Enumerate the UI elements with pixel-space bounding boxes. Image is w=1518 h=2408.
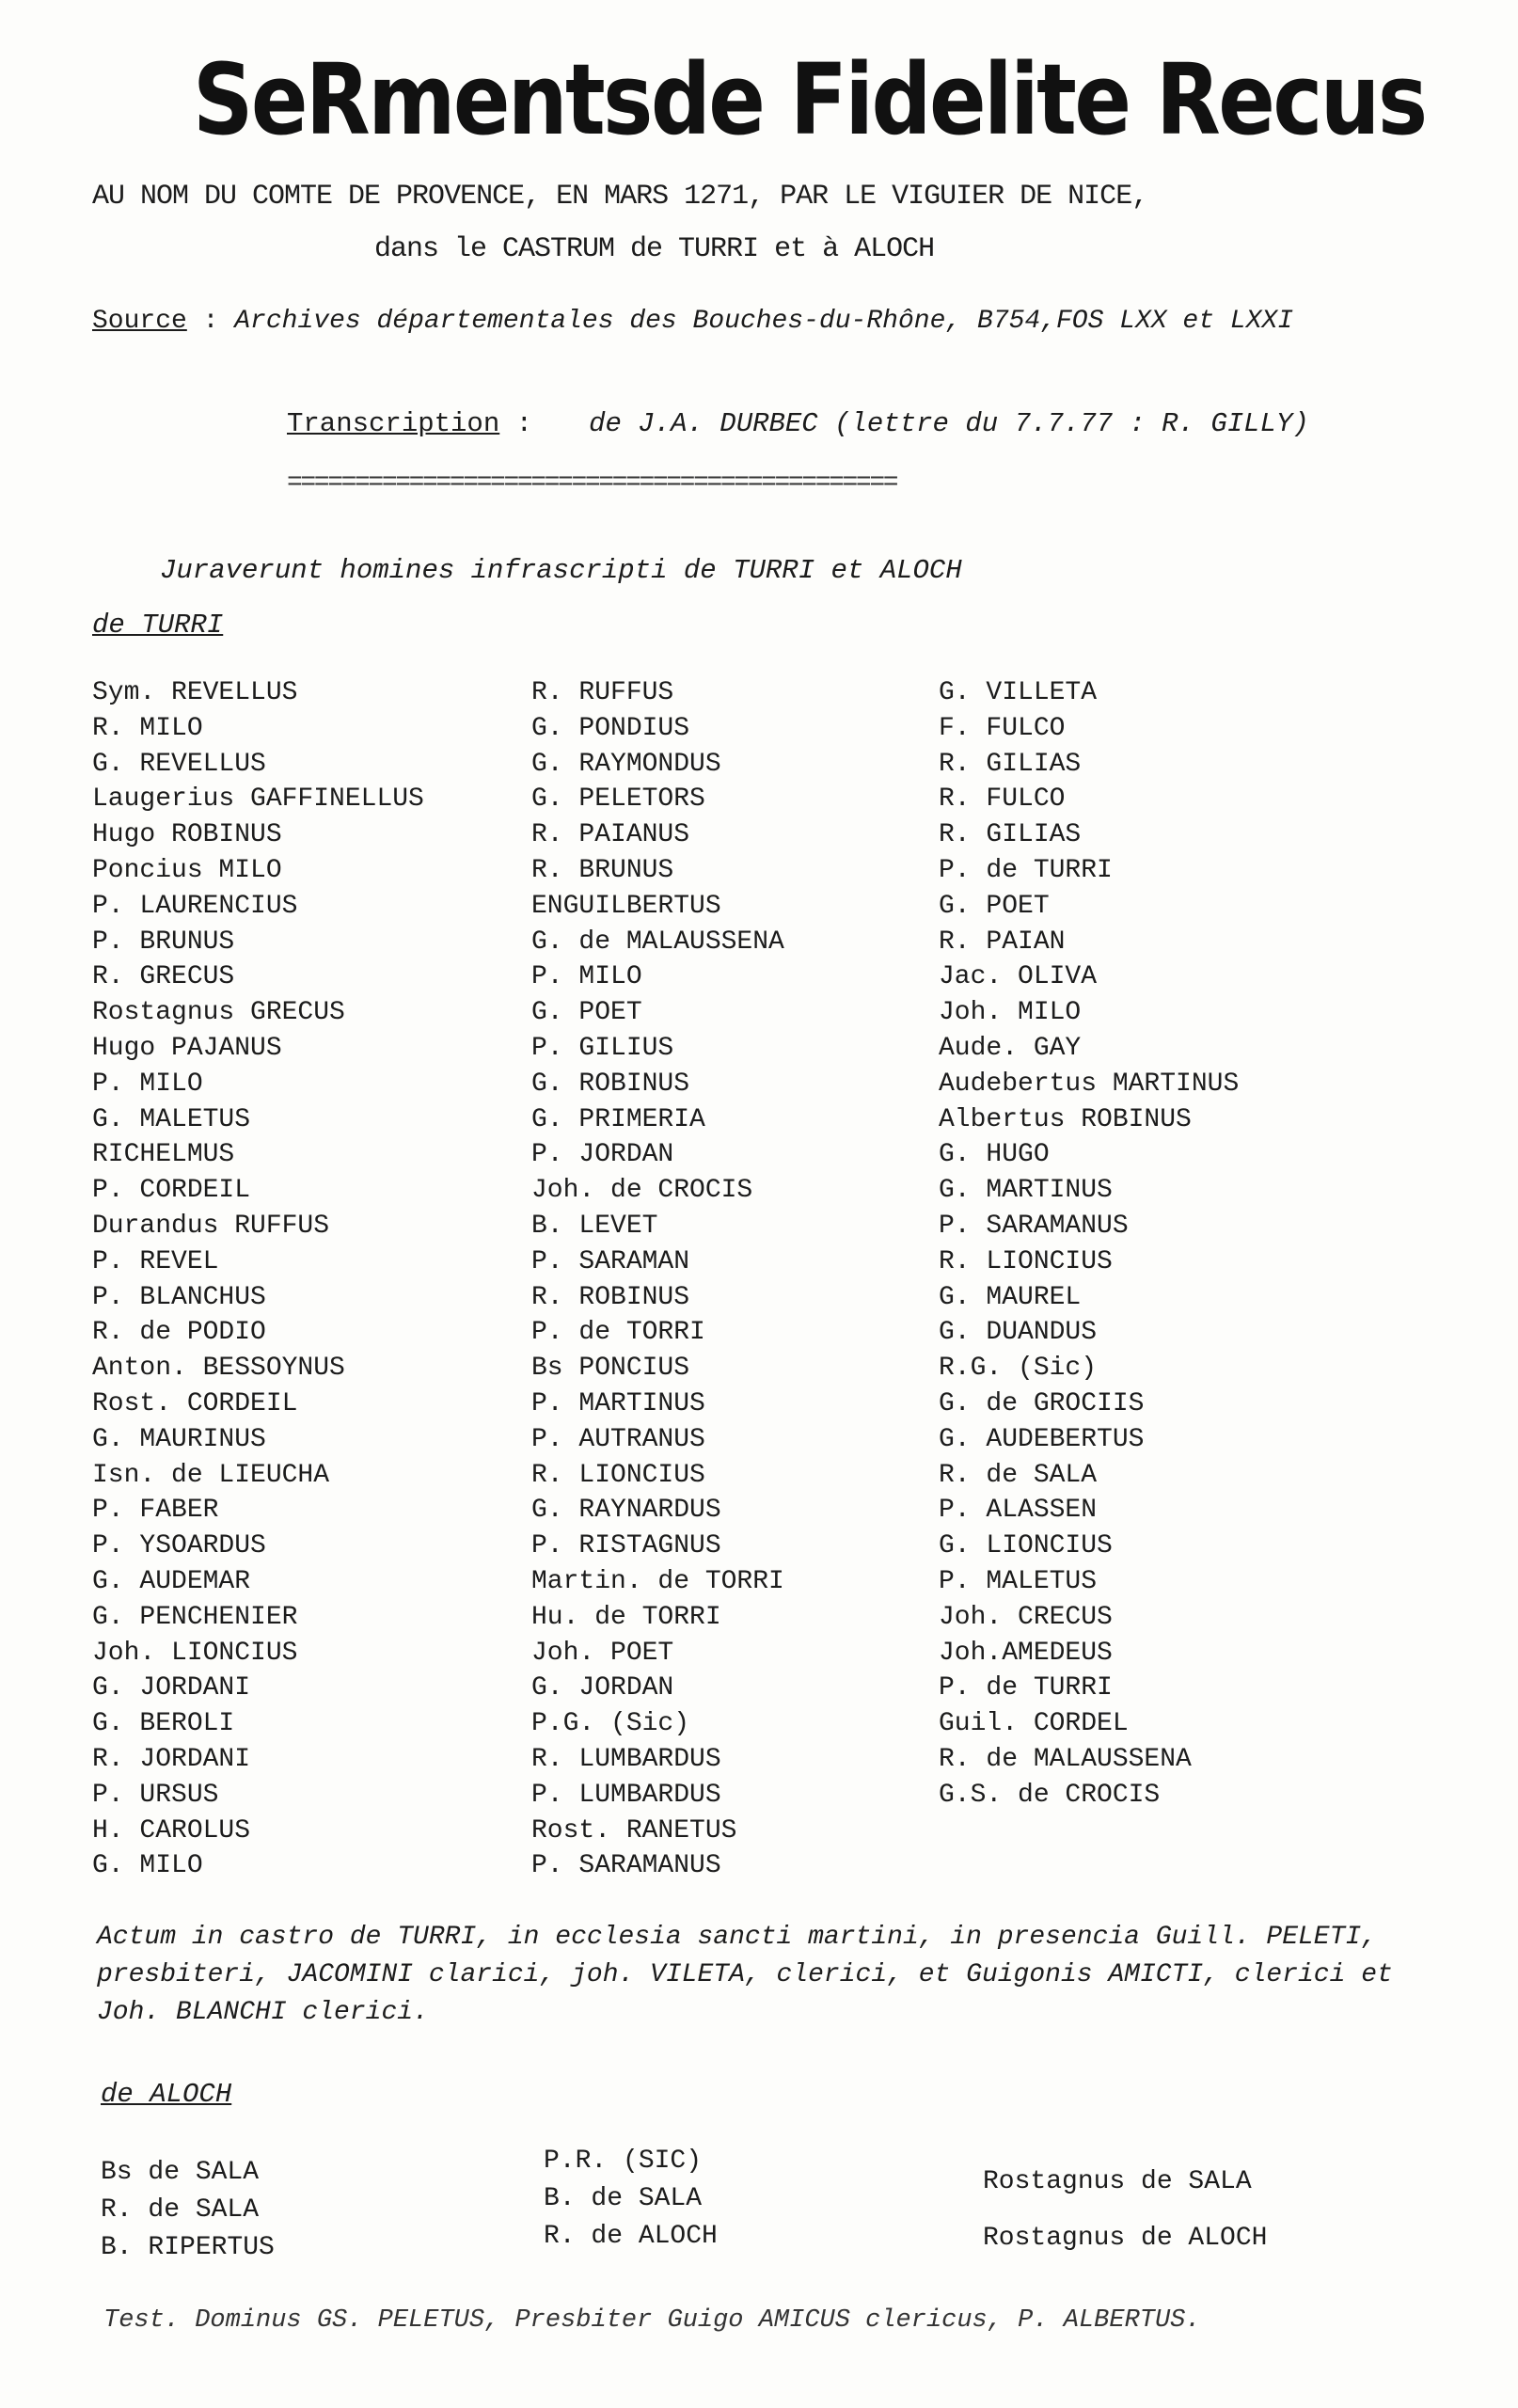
name-entry: Sym. REVELLUS <box>92 678 298 707</box>
name-entry: R. LIONCIUS <box>531 1460 705 1490</box>
name-entry: Rost. RANETUS <box>531 1815 737 1846</box>
subtitle-line-2: dans le CASTRUM de TURRI et à ALOCH <box>374 233 935 265</box>
name-entry: G. ROBINUS <box>531 1069 690 1099</box>
name-entry: P. LUMBARDUS <box>531 1780 721 1810</box>
name-entry: P. RISTAGNUS <box>531 1531 721 1561</box>
name-entry: G. MAURINUS <box>92 1424 266 1454</box>
name-entry: Albertus ROBINUS <box>939 1104 1192 1134</box>
witnesses-line: Test. Dominus GS. PELETUS, Presbiter Guigo AMICUS clericus, P. ALBERTUS. <box>103 2306 1201 2335</box>
name-entry: G. AUDEMAR <box>92 1566 251 1596</box>
name-entry: G. AUDEBERTUS <box>939 1424 1145 1454</box>
name-entry: G. DUANDUS <box>939 1318 1098 1348</box>
name-entry: P. REVEL <box>92 1246 219 1276</box>
transcription-separator: : <box>499 408 533 439</box>
name-entry: P. MILO <box>92 1069 203 1099</box>
name-entry: G. MAUREL <box>939 1282 1082 1312</box>
name-entry: G. POET <box>939 891 1050 921</box>
turri-names-column-3 <box>939 675 1239 1814</box>
section-heading-aloch: de ALOCH <box>101 2079 232 2110</box>
name-entry: R. JORDANI <box>92 1744 251 1774</box>
aloch-names-column-2 <box>544 2143 718 2256</box>
name-entry: R. LUMBARDUS <box>531 1744 721 1774</box>
name-entry: F. FULCO <box>939 713 1066 743</box>
name-entry: G. LIONCIUS <box>939 1531 1113 1561</box>
name-entry: R. RUFFUS <box>531 678 674 707</box>
name-entry: G. PONDIUS <box>531 713 690 743</box>
intro-line: Juraverunt homines infrascripti de TURRI et ALOCH <box>160 555 962 586</box>
name-entry: R. LIONCIUS <box>939 1246 1113 1276</box>
name-entry: G. HUGO <box>939 1140 1050 1170</box>
name-entry: R.G. (Sic) <box>939 1354 1098 1384</box>
name-entry: P. YSOARDUS <box>92 1531 266 1561</box>
name-entry: R. GILIAS <box>939 820 1082 850</box>
name-entry: G. de MALAUSSENA <box>531 927 784 957</box>
name-entry: R. de SALA <box>101 2195 260 2225</box>
name-entry: Joh. CRECUS <box>939 1602 1113 1632</box>
transcription-label: Transcription <box>287 408 500 439</box>
aloch-names-column-3 <box>983 2154 1267 2267</box>
name-entry: G. REVELLUS <box>92 749 266 779</box>
name-entry: Martin. de TORRI <box>531 1566 784 1596</box>
name-entry: P. MARTINUS <box>531 1388 705 1418</box>
aloch-names-column-1 <box>101 2154 275 2267</box>
name-entry: B. de SALA <box>544 2184 703 2213</box>
name-entry: R. de PODIO <box>92 1318 266 1348</box>
name-entry: P. LAURENCIUS <box>92 891 298 921</box>
divider-rule: ============================================= <box>287 468 897 498</box>
name-entry: H. CAROLUS <box>92 1815 251 1846</box>
name-entry: Joh. MILO <box>939 998 1082 1028</box>
name-entry: R. GRECUS <box>92 962 235 992</box>
source-label: Source <box>92 307 187 336</box>
name-entry: R. ROBINUS <box>531 1282 690 1312</box>
source-value: Archives départementales des Bouches-du-Rhône, B754,FOS LXX et LXXI <box>234 307 1294 336</box>
turri-names-column-1 <box>92 675 424 1884</box>
name-entry: G.S. de CROCIS <box>939 1780 1161 1810</box>
name-entry: P. SARAMANUS <box>939 1211 1129 1241</box>
name-entry: R. FULCO <box>939 784 1066 815</box>
name-entry: G. RAYMONDUS <box>531 749 721 779</box>
name-entry: Rostagnus GRECUS <box>92 998 345 1028</box>
transcription-value: de J.A. DURBEC (lettre du 7.7.77 : R. GILLY) <box>589 408 1309 439</box>
name-entry: Rostagnus de SALA <box>983 2167 1252 2196</box>
name-entry: R. de MALAUSSENA <box>939 1744 1192 1774</box>
name-entry: B. LEVET <box>531 1211 658 1241</box>
subtitle-line-1: AU NOM DU COMTE DE PROVENCE, EN MARS 1271, PAR LE VIGUIER DE NICE, <box>92 181 1148 213</box>
name-entry: Audebertus MARTINUS <box>939 1069 1240 1099</box>
name-entry: P. de TURRI <box>939 1673 1113 1703</box>
name-entry: G. RAYNARDUS <box>531 1496 721 1526</box>
name-entry: Hugo PAJANUS <box>92 1033 282 1063</box>
name-entry: R. PAIANUS <box>531 820 690 850</box>
name-entry: P.R. (SIC) <box>544 2147 703 2176</box>
name-entry: Poncius MILO <box>92 855 282 885</box>
transcription-line <box>287 408 1309 439</box>
name-entry: Joh. de CROCIS <box>531 1176 753 1206</box>
name-entry: P. GILIUS <box>531 1033 674 1063</box>
name-entry: P. BLANCHUS <box>92 1282 266 1312</box>
name-entry: P. FABER <box>92 1496 219 1526</box>
name-entry: Guil. CORDEL <box>939 1709 1129 1739</box>
name-entry: P.G. (Sic) <box>531 1709 690 1739</box>
name-entry: R. MILO <box>92 713 203 743</box>
document-title: SeRmentsde Fidelite Recus <box>193 42 1426 157</box>
name-entry: G. BEROLI <box>92 1709 235 1739</box>
name-entry: G. PENCHENIER <box>92 1602 298 1632</box>
name-entry: Rostagnus de ALOCH <box>983 2224 1268 2253</box>
name-entry: Bs PONCIUS <box>531 1354 690 1384</box>
name-entry: B. RIPERTUS <box>101 2233 275 2262</box>
name-entry: P. URSUS <box>92 1780 219 1810</box>
turri-names-column-2 <box>531 675 784 1884</box>
name-entry: P. ALASSEN <box>939 1496 1098 1526</box>
name-entry: P. JORDAN <box>531 1140 674 1170</box>
name-entry: R. PAIAN <box>939 927 1066 957</box>
name-entry: G. VILLETA <box>939 678 1098 707</box>
name-entry: G. MILO <box>92 1851 203 1881</box>
name-entry: Anton. BESSOYNUS <box>92 1354 345 1384</box>
name-entry: R. de ALOCH <box>544 2222 718 2251</box>
name-entry: P. BRUNUS <box>92 927 235 957</box>
name-entry: G. PELETORS <box>531 784 705 815</box>
name-entry: Isn. de LIEUCHA <box>92 1460 330 1490</box>
name-entry: Jac. OLIVA <box>939 962 1098 992</box>
name-entry: ENGUILBERTUS <box>531 891 721 921</box>
actum-paragraph: Actum in castro de TURRI, in ecclesia sancti martini, in presencia Guill. PELETI, presbiteri, JACOMINI clarici, joh. VILETA, clerici, et Guigonis AMICTI, clerici et Joh. BLANCHI clerici. <box>97 1923 1393 2027</box>
name-entry: P. AUTRANUS <box>531 1424 705 1454</box>
section-heading-turri: de TURRI <box>92 610 224 641</box>
name-entry: Laugerius GAFFINELLUS <box>92 784 424 815</box>
name-entry: P. SARAMANUS <box>531 1851 721 1881</box>
name-entry: Joh.AMEDEUS <box>939 1638 1113 1668</box>
name-entry: P. MILO <box>531 962 642 992</box>
source-separator: : <box>186 307 235 336</box>
name-entry: Joh. LIONCIUS <box>92 1638 298 1668</box>
name-entry: G. PRIMERIA <box>531 1104 705 1134</box>
name-entry: G. MARTINUS <box>939 1176 1113 1206</box>
name-entry: P. de TORRI <box>531 1318 705 1348</box>
name-entry: R. de SALA <box>939 1460 1098 1490</box>
name-entry: G. MALETUS <box>92 1104 251 1134</box>
name-entry: Hu. de TORRI <box>531 1602 721 1632</box>
name-entry: G. JORDAN <box>531 1673 674 1703</box>
name-entry: G. JORDANI <box>92 1673 251 1703</box>
name-entry: P. MALETUS <box>939 1566 1098 1596</box>
name-entry: R. BRUNUS <box>531 855 674 885</box>
name-entry: Rost. CORDEIL <box>92 1388 298 1418</box>
name-entry: G. de GROCIIS <box>939 1388 1145 1418</box>
name-entry: P. SARAMAN <box>531 1246 690 1276</box>
name-entry: P. de TURRI <box>939 855 1113 885</box>
name-entry: Hugo ROBINUS <box>92 820 282 850</box>
source-line <box>92 307 1293 336</box>
name-entry: G. POET <box>531 998 642 1028</box>
name-entry: Joh. POET <box>531 1638 674 1668</box>
name-entry: R. GILIAS <box>939 749 1082 779</box>
name-entry: Durandus RUFFUS <box>92 1211 330 1241</box>
name-entry: P. CORDEIL <box>92 1176 251 1206</box>
name-entry: Bs de SALA <box>101 2158 260 2187</box>
name-entry: Aude. GAY <box>939 1033 1082 1063</box>
name-entry: RICHELMUS <box>92 1140 235 1170</box>
